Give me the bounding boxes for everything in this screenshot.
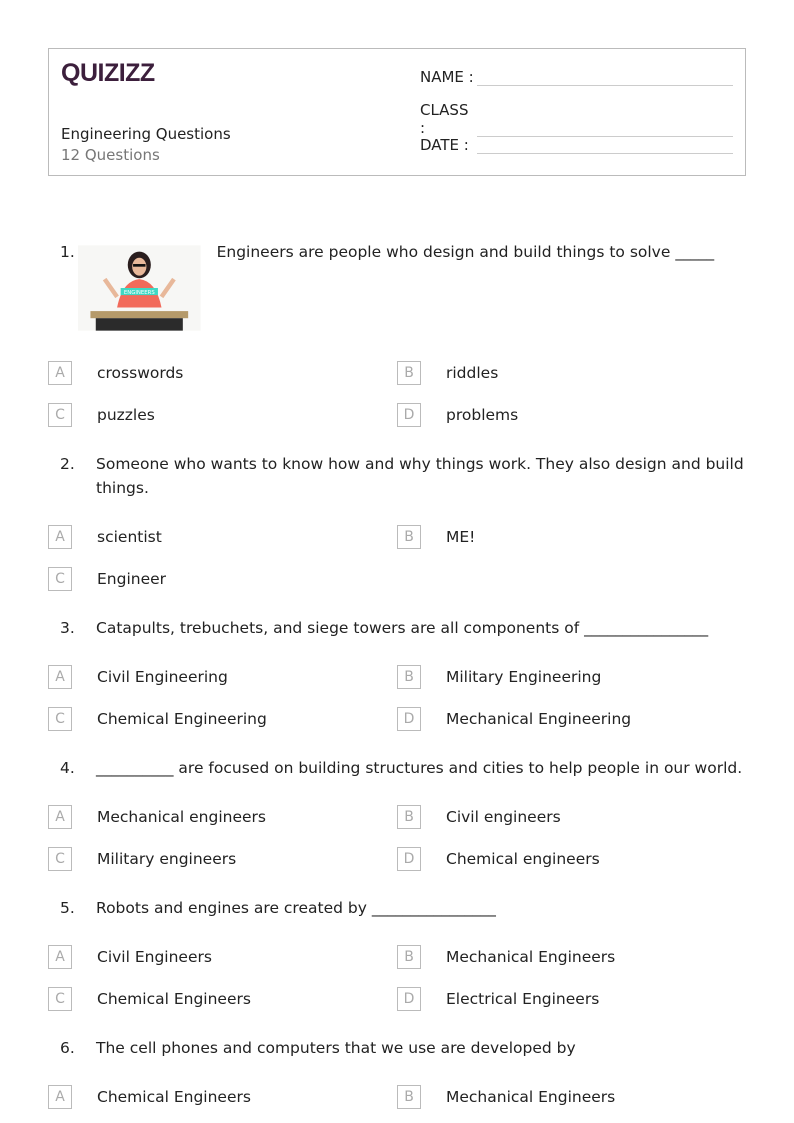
option-letter-box[interactable]: C — [48, 707, 72, 731]
option-text: Chemical Engineers — [97, 1088, 251, 1106]
answer-option[interactable] — [397, 403, 746, 427]
answer-option[interactable] — [48, 665, 397, 689]
name-field[interactable] — [420, 67, 733, 86]
option-text: ME! — [446, 528, 476, 546]
option-letter-box[interactable]: B — [397, 361, 421, 385]
answer-option[interactable] — [48, 945, 397, 969]
option-letter-box[interactable]: C — [48, 987, 72, 1011]
question — [0, 616, 794, 640]
option-letter-box[interactable]: A — [48, 805, 72, 829]
option-letter-box[interactable]: C — [48, 567, 72, 591]
option-letter-box[interactable]: C — [48, 403, 72, 427]
option-letter-box[interactable]: A — [48, 665, 72, 689]
question — [0, 240, 794, 336]
answer-option[interactable] — [397, 987, 746, 1011]
option-row — [0, 558, 794, 600]
question-text: Engineers are people who design and build things to solve _____ — [216, 243, 715, 261]
answer-option[interactable] — [48, 987, 397, 1011]
option-text: Military Engineering — [446, 668, 602, 686]
option-row — [0, 698, 794, 740]
answer-option[interactable] — [397, 525, 746, 549]
image-caption: ENGINEERS — [123, 289, 155, 296]
option-text: scientist — [97, 528, 162, 546]
answer-option[interactable] — [48, 847, 397, 871]
option-text: riddles — [446, 364, 499, 382]
option-row — [0, 796, 794, 838]
option-text: Electrical Engineers — [446, 990, 600, 1008]
name-label: NAME : — [420, 68, 474, 86]
option-text: puzzles — [97, 406, 155, 424]
option-row — [0, 978, 794, 1020]
class-label: CLASS : — [420, 101, 469, 137]
date-label: DATE : — [420, 136, 469, 154]
option-text: Chemical Engineers — [97, 990, 251, 1008]
question-number: 1. — [60, 243, 75, 261]
option-letter-box[interactable]: B — [397, 945, 421, 969]
answer-option[interactable] — [397, 847, 746, 871]
engineer-image — [78, 240, 201, 336]
class-field[interactable] — [420, 101, 733, 137]
option-text: Mechanical Engineering — [446, 710, 632, 728]
worksheet-header — [48, 48, 746, 176]
answer-option[interactable] — [48, 403, 397, 427]
option-row — [0, 656, 794, 698]
option-text: Civil Engineering — [97, 668, 228, 686]
answer-option[interactable] — [397, 361, 746, 385]
option-letter-box[interactable]: A — [48, 1085, 72, 1109]
question — [0, 756, 794, 780]
question — [0, 452, 794, 500]
question-number: 5. — [60, 899, 75, 917]
option-text: Mechanical engineers — [97, 808, 266, 826]
option-text: Civil engineers — [446, 808, 561, 826]
option-row — [0, 394, 794, 436]
option-letter-box[interactable]: A — [48, 945, 72, 969]
option-text: Mechanical Engineers — [446, 948, 616, 966]
date-line[interactable] — [477, 135, 733, 154]
quizizz-logo: QUIZIZZ — [61, 59, 155, 87]
question-text: __________ are focused on building structures and cities to help people in our world. — [96, 759, 743, 777]
option-letter-box[interactable]: B — [397, 525, 421, 549]
option-text: problems — [446, 406, 519, 424]
question-text: Catapults, trebuchets, and siege towers are all components of ________________ — [96, 619, 709, 637]
question-number: 4. — [60, 759, 75, 777]
answer-option[interactable] — [48, 707, 397, 731]
option-text: Military engineers — [97, 850, 237, 868]
answer-option[interactable] — [48, 1085, 397, 1109]
answer-option[interactable] — [48, 805, 397, 829]
question — [0, 896, 794, 920]
question-number: 3. — [60, 619, 75, 637]
option-text: Civil Engineers — [97, 948, 212, 966]
answer-option[interactable] — [397, 945, 746, 969]
option-letter-box[interactable]: B — [397, 665, 421, 689]
answer-option[interactable] — [397, 805, 746, 829]
question-text: The cell phones and computers that we use are developed by — [96, 1039, 576, 1057]
name-line[interactable] — [477, 67, 733, 86]
option-letter-box[interactable]: A — [48, 525, 72, 549]
option-text: Mechanical Engineers — [446, 1088, 616, 1106]
question-count: 12 Questions — [61, 146, 160, 164]
option-row — [0, 352, 794, 394]
option-row — [0, 838, 794, 880]
answer-option[interactable] — [397, 1085, 746, 1109]
answer-option[interactable] — [48, 361, 397, 385]
option-row — [0, 516, 794, 558]
answer-option[interactable] — [48, 525, 397, 549]
question-text: Robots and engines are created by ________________ — [96, 899, 496, 917]
option-letter-box[interactable]: B — [397, 805, 421, 829]
option-letter-box[interactable]: D — [397, 707, 421, 731]
question-text: Someone who wants to know how and why things work. They also design and build things. — [96, 455, 744, 497]
option-letter-box[interactable]: D — [397, 987, 421, 1011]
answer-option[interactable] — [397, 707, 746, 731]
option-letter-box[interactable]: D — [397, 847, 421, 871]
answer-option[interactable] — [397, 665, 746, 689]
option-row — [0, 1076, 794, 1118]
option-text: Chemical engineers — [446, 850, 600, 868]
question-list — [0, 240, 794, 1118]
option-letter-box[interactable]: B — [397, 1085, 421, 1109]
option-text: crosswords — [97, 364, 184, 382]
answer-option[interactable] — [48, 567, 397, 591]
worksheet-title: Engineering Questions — [61, 125, 231, 143]
option-letter-box[interactable]: D — [397, 403, 421, 427]
option-row — [0, 936, 794, 978]
date-field[interactable] — [420, 135, 733, 154]
option-text: Engineer — [97, 570, 167, 588]
option-text: Chemical Engineering — [97, 710, 267, 728]
option-letter-box[interactable]: C — [48, 847, 72, 871]
question-number: 2. — [60, 455, 75, 473]
question — [0, 1036, 794, 1060]
option-letter-box[interactable]: A — [48, 361, 72, 385]
question-number: 6. — [60, 1039, 75, 1057]
